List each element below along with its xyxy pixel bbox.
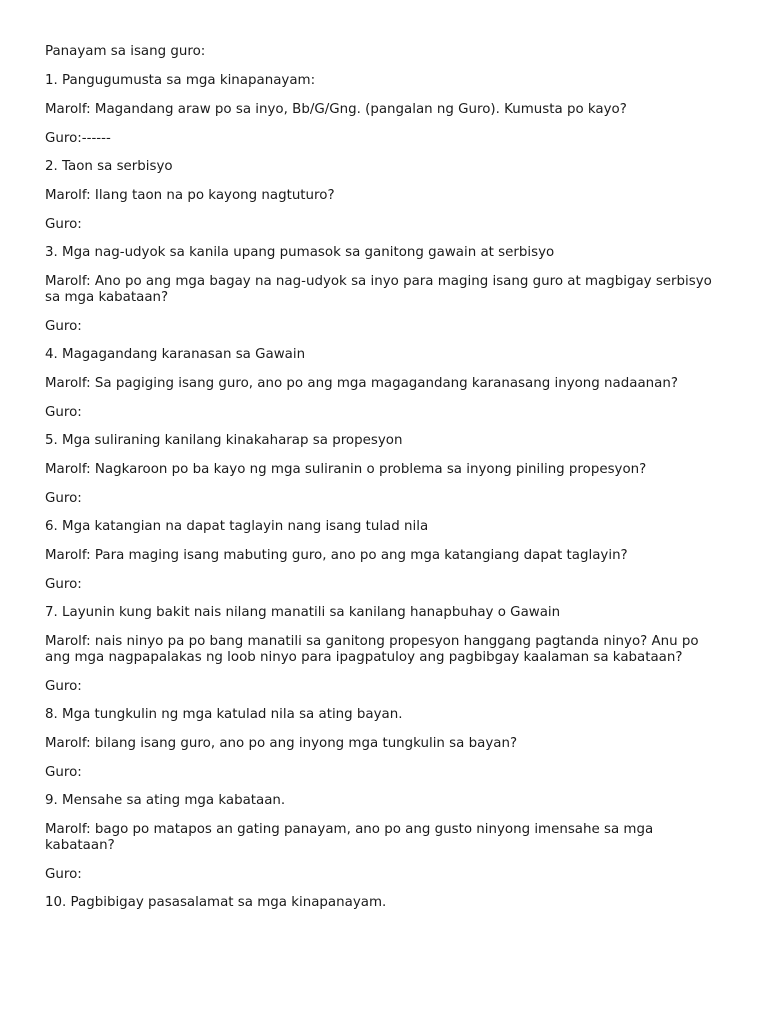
item-8-answer: Guro:	[45, 765, 82, 780]
item-6-heading: 6. Mga katangian na dapat taglayin nang isang tulad nila	[45, 519, 429, 534]
item-8-heading: 8. Mga tungkulin ng mga katulad nila sa ating bayan.	[45, 707, 403, 722]
item-9-question: Marolf: bago po matapos an gating panayam, ano po ang gusto ninyong imensahe sa mga kabataan?	[45, 822, 654, 853]
item-4-heading: 4. Magagandang karanasan sa Gawain	[45, 347, 306, 362]
item-4-question: Marolf: Sa pagiging isang guro, ano po ang mga magagandang karanasang inyong nadaanan?	[45, 376, 678, 391]
item-7-heading: 7. Layunin kung bakit nais nilang manatili sa kanilang hanapbuhay o Gawain	[45, 605, 561, 620]
item-5-heading: 5. Mga suliraning kanilang kinakaharap sa propesyon	[45, 433, 403, 448]
item-3-heading: 3. Mga nag-udyok sa kanila upang pumasok sa ganitong gawain at serbisyo	[45, 245, 555, 260]
item-2-question: Marolf: Ilang taon na po kayong nagtuturo?	[45, 188, 335, 203]
item-8-question: Marolf: bilang isang guro, ano po ang inyong mga tungkulin sa bayan?	[45, 736, 518, 751]
item-1-heading: 1. Pangugumusta sa mga kinapanayam:	[45, 73, 316, 88]
item-1-question: Marolf: Magandang araw po sa inyo, Bb/G/Gng. (pangalan ng Guro). Kumusta po kayo?	[45, 102, 627, 117]
item-2-answer: Guro:	[45, 217, 82, 232]
item-6-answer: Guro:	[45, 577, 82, 592]
item-10-heading: 10. Pagbibigay pasasalamat sa mga kinapanayam.	[45, 895, 387, 910]
item-6-question: Marolf: Para maging isang mabuting guro, ano po ang mga katangiang dapat taglayin?	[45, 548, 628, 563]
item-9-heading: 9. Mensahe sa ating mga kabataan.	[45, 793, 286, 808]
item-4-answer: Guro:	[45, 405, 82, 420]
item-5-answer: Guro:	[45, 491, 82, 506]
item-2-heading: 2. Taon sa serbisyo	[45, 159, 173, 174]
item-3-question: Marolf: Ano po ang mga bagay na nag-udyok sa inyo para maging isang guro at magbigay serbisyo sa mga kabataan?	[45, 274, 712, 305]
item-9-answer: Guro:	[45, 867, 82, 882]
item-7-answer: Guro:	[45, 679, 82, 694]
item-1-answer: Guro:------	[45, 131, 111, 146]
item-3-answer: Guro:	[45, 319, 82, 334]
item-5-question: Marolf: Nagkaroon po ba kayo ng mga suliranin o problema sa inyong piniling propesyon?	[45, 462, 647, 477]
document-title: Panayam sa isang guro:	[45, 44, 206, 59]
item-7-question: Marolf: nais ninyo pa po bang manatili sa ganitong propesyon hanggang pagtanda ninyo? Anu po ang mga nagpapalakas ng loob ninyo para ipagpatuloy ang pagbibgay kaalaman sa kabataan?	[45, 634, 699, 665]
